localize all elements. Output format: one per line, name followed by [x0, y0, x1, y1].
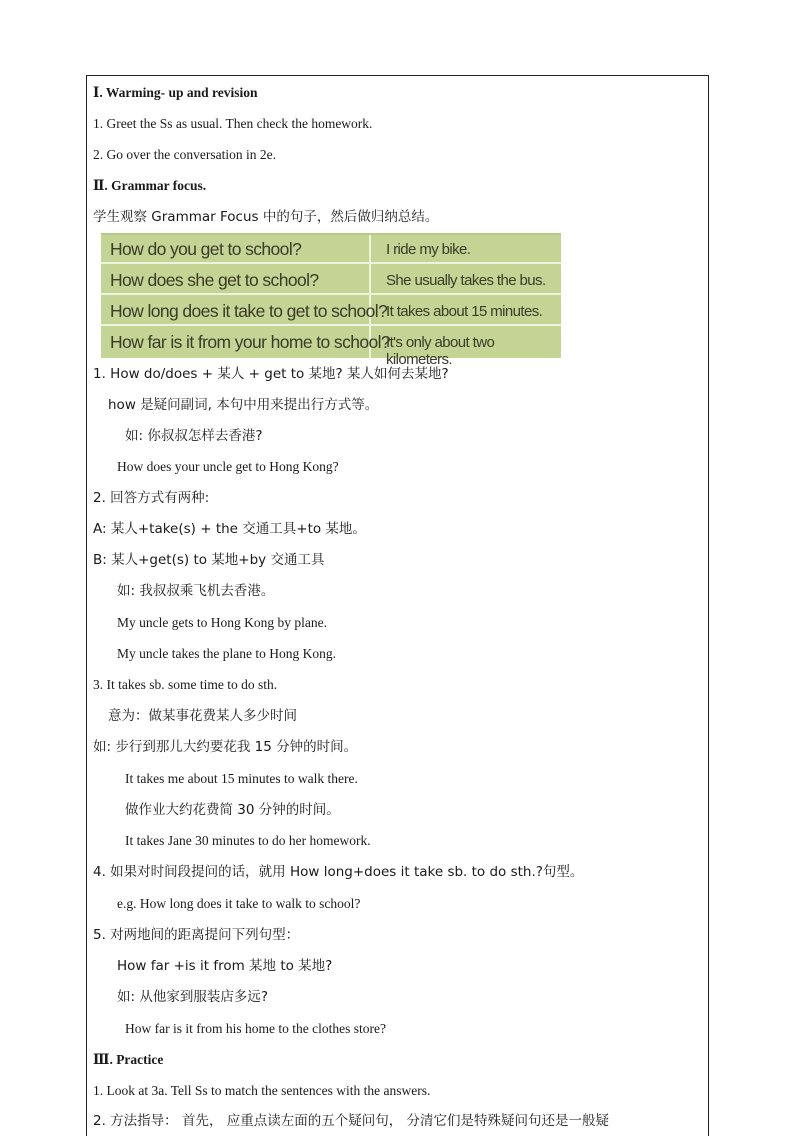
- grammar-note-11: 3. It takes sb. some time to do sth.: [93, 677, 278, 692]
- grammar-note-18: e.g. How long does it take to walk to school?: [117, 896, 361, 911]
- grammar-note-2: how 是疑问副词, 本句中用来提出行方式等。: [108, 397, 379, 413]
- table-row: [101, 266, 561, 295]
- table-answer: I ride my bike.: [386, 241, 471, 258]
- grammar-note-17: 4. 如果对时间段提问的话，就用 How long+does it take sb. to do sth.?句型。: [93, 864, 584, 880]
- section-practice-title: Ⅲ. Practice: [93, 1052, 164, 1067]
- grammar-note-14: It takes me about 15 minutes to walk there.: [125, 771, 358, 786]
- table-question: How does she get to school?: [110, 270, 319, 290]
- grammar-note-5: 2. 回答方式有两种:: [93, 490, 210, 506]
- table-question: How far is it from your home to school?: [110, 332, 391, 352]
- grammar-note-19: 5. 对两地间的距离提问下列句型：: [93, 927, 300, 943]
- section-grammar-title: Ⅱ. Grammar focus.: [93, 178, 207, 193]
- grammar-note-12: 意为：做某事花费某人多少时间: [108, 708, 297, 724]
- table-answer: It takes about 15 minutes.: [386, 303, 543, 320]
- grammar-note-4: How does your uncle get to Hong Kong?: [117, 459, 339, 474]
- grammar-note-7: B: 某人+get(s) to 某地+by 交通工具: [93, 552, 325, 568]
- grammar-note-22: How far is it from his home to the clothes store?: [125, 1021, 386, 1036]
- row-divider: [101, 293, 561, 295]
- grammar-note-6: A: 某人+take(s) + the 交通工具+to 某地。: [93, 521, 366, 537]
- grammar-note-20: How far +is it from 某地 to 某地?: [117, 958, 333, 974]
- grammar-note-3: 如: 你叔叔怎样去香港?: [125, 428, 263, 444]
- warming-item-2: 2. Go over the conversation in 2e.: [93, 147, 276, 162]
- grammar-note-8: 如: 我叔叔乘飞机去香港。: [117, 583, 275, 599]
- warming-item-1: 1. Greet the Ss as usual. Then check the homework.: [93, 116, 373, 131]
- table-row: [101, 328, 561, 368]
- grammar-note-21: 如: 从他家到服装店多远?: [117, 989, 269, 1005]
- practice-item-1: 1. Look at 3a. Tell Ss to match the sentences with the answers.: [93, 1083, 431, 1098]
- grammar-intro: 学生观察 Grammar Focus 中的句子，然后做归纳总结。: [93, 209, 439, 225]
- practice-item-2: 2. 方法指导： 首先， 应重点读左面的五个疑问句， 分清它们是特殊疑问句还是一般疑: [93, 1113, 610, 1129]
- grammar-focus-table: [101, 233, 561, 368]
- grammar-note-16: It takes Jane 30 minutes to do her homework.: [125, 833, 371, 848]
- grammar-note-9: My uncle gets to Hong Kong by plane.: [117, 615, 327, 630]
- table-answer: It's only about two kilometers.: [386, 334, 495, 368]
- grammar-note-1: 1. How do/does + 某人 + get to 某地? 某人如何去某地?: [93, 366, 449, 382]
- table-row: [101, 297, 561, 326]
- row-divider: [101, 262, 561, 264]
- table-answer: She usually takes the bus.: [386, 272, 546, 289]
- grammar-note-13: 如: 步行到那儿大约要花我 15 分钟的时间。: [93, 739, 358, 755]
- grammar-note-10: My uncle takes the plane to Hong Kong.: [117, 646, 336, 661]
- grammar-note-15: 做作业大约花费简 30 分钟的时间。: [125, 802, 340, 818]
- table-row: [101, 235, 561, 264]
- row-divider: [101, 324, 561, 326]
- table-question: How long does it take to get to school?: [110, 301, 388, 321]
- table-question: How do you get to school?: [110, 239, 302, 259]
- section-warming-up-title: Ⅰ. Warming- up and revision: [93, 85, 258, 100]
